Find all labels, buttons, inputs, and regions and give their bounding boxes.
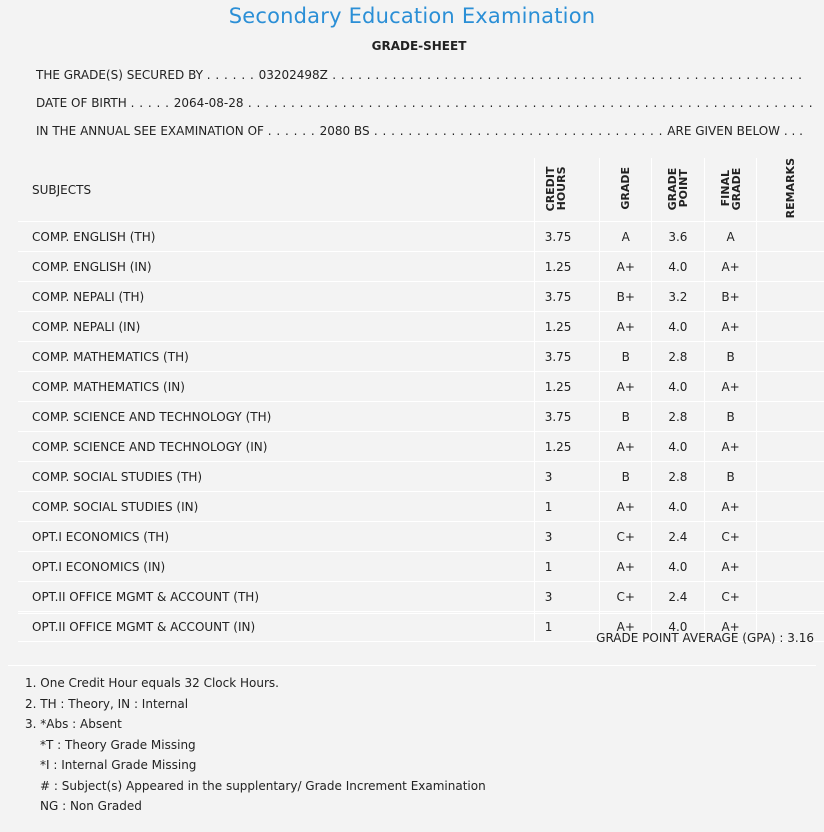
subject-cell: OPT.I ECONOMICS (IN) [18,552,534,582]
subject-cell: COMP. ENGLISH (IN) [18,252,534,282]
remarks-cell [757,582,824,612]
table-row [18,552,824,582]
credit-hours-cell: 3.75 [534,342,600,372]
subject-cell: COMP. NEPALI (IN) [18,312,534,342]
table-row [18,222,824,252]
table-row [18,582,824,612]
note-item: *T : Theory Grade Missing [40,737,196,752]
note-item: 1. One Credit Hour equals 32 Clock Hours. [25,676,279,690]
remarks-cell [757,342,824,372]
grade-point-cell: 3.6 [652,222,705,252]
remarks-cell [757,222,824,252]
grade-point-cell: 2.4 [652,522,705,552]
table-row [18,372,824,402]
remarks-cell [757,522,824,552]
credit-hours-cell: 1.25 [534,252,600,282]
page-title: Secondary Education Examination [228,4,596,28]
subject-cell: COMP. MATHEMATICS (TH) [18,342,534,372]
grade-point-cell: 4.0 [652,372,705,402]
note-item: *I : Internal Grade Missing [40,758,197,772]
divider [8,665,816,666]
credit-hours-cell: 3.75 [534,222,600,252]
header-remarks: REMARKS [757,158,824,222]
grade-point-cell: 3.2 [652,282,705,312]
table-row [18,402,824,432]
gpa-summary [596,631,814,645]
notes-list [25,676,486,820]
secured-by-label: THE GRADE(S) SECURED BY [36,68,203,82]
final-grade-cell: B [704,402,757,432]
grade-cell: C+ [600,582,652,612]
gpa-row [18,613,824,659]
header-subjects: SUBJECTS [18,158,534,222]
grade-cell: A+ [600,432,652,462]
subject-cell: COMP. SCIENCE AND TECHNOLOGY (IN) [18,432,534,462]
credit-hours-cell: 3.75 [534,402,600,432]
credit-hours-cell: 1.25 [534,372,600,402]
table-row [18,342,824,372]
grade-cell: A+ [600,312,652,342]
grade-point-cell: 4.0 [652,252,705,282]
credit-hours-cell: 3 [534,522,600,552]
remarks-cell [757,402,824,432]
gpa-value: 3.16 [787,631,814,645]
grade-cell: C+ [600,522,652,552]
grade-point-cell: 4.0 [652,552,705,582]
info-dob: DATE OF BIRTH . . . . . 2064-08-28 . . . . . . . . . . . . . . . . . . . . . . . . . . . . . . . . . . . . . . . . . . . . . . . . . . . . . . . . . . . . . . . . . . [36,96,814,110]
header-grade-point: GRADE POINT [652,158,705,222]
grade-cell: A+ [600,372,652,402]
grade-point-cell: 4.0 [652,612,705,642]
dob-value: 2064-08-28 [173,96,244,110]
note-item: NG : Non Graded [40,799,142,813]
subject-cell: OPT.II OFFICE MGMT & ACCOUNT (TH) [18,582,534,612]
subject-cell: COMP. SOCIAL STUDIES (TH) [18,462,534,492]
final-grade-cell: B+ [704,282,757,312]
credit-hours-cell: 1 [534,612,600,642]
exam-label: IN THE ANNUAL SEE EXAMINATION OF [36,124,264,138]
header-grade: GRADE [600,158,652,222]
grade-cell: B [600,462,652,492]
header-final-grade: FINAL GRADE [704,158,757,222]
table-header-row [18,158,824,222]
final-grade-cell: A+ [704,432,757,462]
remarks-cell [757,252,824,282]
table-row [18,432,824,462]
page-subtitle: GRADE-SHEET [371,39,467,53]
final-grade-cell: A+ [704,372,757,402]
gpa-label: GRADE POINT AVERAGE (GPA) : [596,631,784,645]
grade-point-cell: 4.0 [652,432,705,462]
table-row [18,462,824,492]
grade-cell: A+ [600,252,652,282]
table-row [18,312,824,342]
table-row [18,252,824,282]
credit-hours-cell: 3.75 [534,282,600,312]
info-secured-by: THE GRADE(S) SECURED BY . . . . . . 03202498Z . . . . . . . . . . . . . . . . . . . . . . . . . . . . . . . . . . . . . . . . . . . . . . . . . . . . . . . [36,68,803,82]
final-grade-cell: C+ [704,582,757,612]
subject-cell: OPT.II OFFICE MGMT & ACCOUNT (IN) [18,612,534,642]
grade-point-cell: 2.4 [652,582,705,612]
grade-cell: B [600,342,652,372]
grade-point-cell: 2.8 [652,462,705,492]
grades-table [18,158,824,642]
info-exam: IN THE ANNUAL SEE EXAMINATION OF . . . . . . 2080 BS . . . . . . . . . . . . . . . . . . . . . . . . . . . . . . . . . . ARE GIVEN BELOW . . . [36,124,803,138]
final-grade-cell: B [704,342,757,372]
grade-cell: A+ [600,492,652,522]
credit-hours-cell: 1.25 [534,312,600,342]
credit-hours-cell: 1 [534,552,600,582]
grade-cell: A [600,222,652,252]
remarks-cell [757,432,824,462]
grade-point-cell: 2.8 [652,342,705,372]
dob-label: DATE OF BIRTH [36,96,127,110]
subject-cell: COMP. ENGLISH (TH) [18,222,534,252]
credit-hours-cell: 3 [534,582,600,612]
grade-point-cell: 4.0 [652,312,705,342]
final-grade-cell: A+ [704,612,757,642]
note-item: 3. *Abs : Absent [25,717,122,731]
note-item: # : Subject(s) Appeared in the supplentary/ Grade Increment Examination [40,778,486,793]
header-credit-hours: CREDIT HOURS [534,158,600,222]
grade-point-cell: 2.8 [652,402,705,432]
remarks-cell [757,282,824,312]
grade-cell: A+ [600,612,652,642]
remarks-cell [757,492,824,522]
grade-cell: B+ [600,282,652,312]
table-row [18,282,824,312]
final-grade-cell: A+ [704,492,757,522]
subject-cell: OPT.I ECONOMICS (TH) [18,522,534,552]
credit-hours-cell: 1.25 [534,432,600,462]
final-grade-cell: B [704,462,757,492]
final-grade-cell: C+ [704,522,757,552]
grade-cell: A+ [600,552,652,582]
credit-hours-cell: 1 [534,492,600,522]
subject-cell: COMP. SCIENCE AND TECHNOLOGY (TH) [18,402,534,432]
grade-cell: B [600,402,652,432]
exam-value: 2080 BS [319,124,370,138]
final-grade-cell: A [704,222,757,252]
subject-cell: COMP. MATHEMATICS (IN) [18,372,534,402]
final-grade-cell: A+ [704,252,757,282]
subject-cell: COMP. NEPALI (TH) [18,282,534,312]
final-grade-cell: A+ [704,312,757,342]
grade-point-cell: 4.0 [652,492,705,522]
final-grade-cell: A+ [704,552,757,582]
remarks-cell [757,372,824,402]
table-row [18,522,824,552]
remarks-cell [757,312,824,342]
table-row [18,492,824,522]
secured-by-value: 03202498Z [258,68,328,82]
remarks-cell [757,552,824,582]
remarks-cell [757,462,824,492]
note-item: 2. TH : Theory, IN : Internal [25,696,189,711]
subject-cell: COMP. SOCIAL STUDIES (IN) [18,492,534,522]
exam-suffix: ARE GIVEN BELOW . . . [667,124,803,138]
credit-hours-cell: 3 [534,462,600,492]
